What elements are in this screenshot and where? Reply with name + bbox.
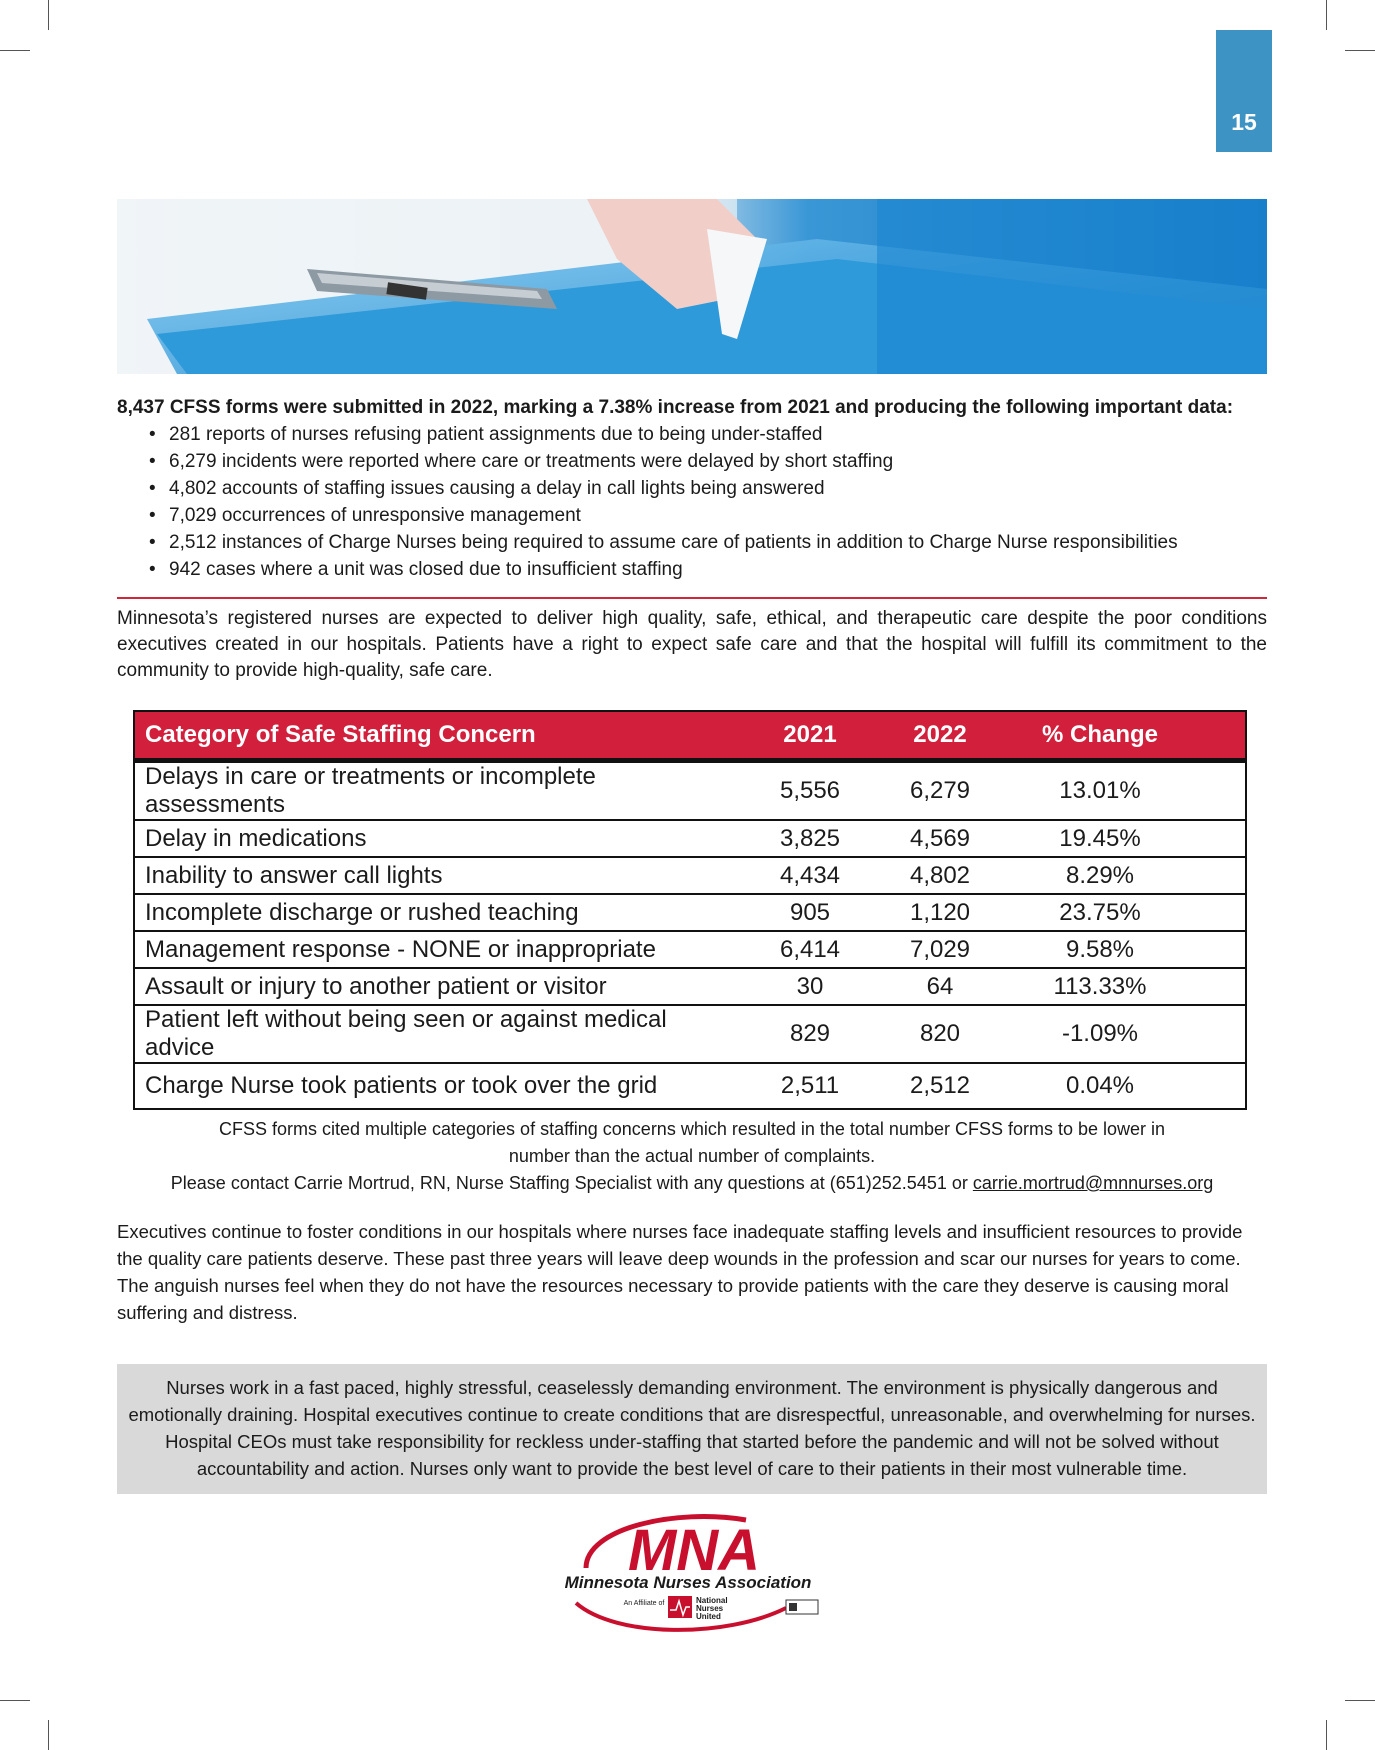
summary-lead: 8,437 CFSS forms were submitted in 2022, marking a 7.38% increase from 2021 and producing the following important data: (117, 397, 1234, 418)
list-item: • 6,279 incidents were reported where care or treatments were delayed by short staffing (169, 448, 1267, 475)
table-row (134, 857, 1246, 894)
header-category: Category of Safe Staffing Concern (134, 711, 745, 761)
row-2022: 64 (875, 968, 1005, 1005)
list-item: • 942 cases where a unit was closed due to insufficient staffing (169, 556, 1267, 583)
table-row (134, 931, 1246, 968)
clipboard-illustration (117, 199, 1267, 374)
logo-affiliate: An Affiliate of (623, 1600, 665, 1607)
row-2022: 2,512 (909, 1072, 971, 1099)
crop-mark (0, 1700, 30, 1701)
crop-mark (48, 0, 49, 30)
table-row (134, 894, 1246, 931)
page-number: 15 (1231, 109, 1257, 135)
row-change: -1.09% (1005, 1005, 1195, 1063)
crop-mark (1345, 1700, 1375, 1701)
row-2021: 30 (745, 968, 875, 1005)
row-category: Delays in care or treatments or incomplete assessments (134, 761, 745, 821)
row-2022: 7,029 (875, 931, 1005, 968)
crop-mark (1326, 1720, 1327, 1750)
table-row (134, 1063, 1246, 1109)
row-2022: 4,569 (875, 820, 1005, 857)
note-line: CFSS forms cited multiple categories of staffing concerns which resulted in the total number CFSS forms to be lower in (218, 1119, 1166, 1139)
table-notes (117, 1116, 1267, 1197)
hero-photo (117, 199, 1267, 374)
row-change: 9.58% (1005, 931, 1195, 968)
row-change: 8.29% (1005, 857, 1195, 894)
contact-text: Please contact Carrie Mortrud, RN, Nurse Staffing Specialist with any questions at (651)252.5451 or (170, 1173, 973, 1193)
table-row (134, 820, 1246, 857)
row-2021: 6,414 (745, 931, 875, 968)
row-2021: 5,556 (745, 761, 875, 821)
row-category: Inability to answer call lights (134, 857, 745, 894)
row-change: 113.33% (1005, 968, 1195, 1005)
table-row (134, 968, 1246, 1005)
contact-line (117, 1170, 1267, 1197)
crop-mark (48, 1720, 49, 1750)
row-category: Delay in medications (134, 820, 745, 857)
row-change: 13.01% (1005, 761, 1195, 821)
header-change: % Change (1005, 711, 1195, 761)
note-line: number than the actual number of complaints. (508, 1146, 876, 1166)
list-item: • 281 reports of nurses refusing patient assignments due to being under-staffed (169, 421, 1267, 448)
row-category: Assault or injury to another patient or visitor (134, 968, 745, 1005)
crop-mark (1345, 50, 1375, 51)
header-2022: 2022 (875, 711, 1005, 761)
row-2022: 1,120 (875, 894, 1005, 931)
table-row (134, 1005, 1246, 1063)
row-2021: 829 (745, 1005, 875, 1063)
callout-box: Nurses work in a fast paced, highly stressful, ceaselessly demanding environment. The environment is physically dangerous and emotionally draining. Hospital executives continue to create conditions that are disrespectful, unreasonable, and overwhelming for nurses. Hospital CEOs must take responsibility for reckless under-staffing that started before the pandemic and will not be solved without accountability and action. Nurses only want to provide the best level of care to their patients in their most vulnerable time. (117, 1364, 1267, 1494)
summary-bullets (117, 421, 1267, 583)
intro-paragraph: Minnesota’s registered nurses are expected to deliver high quality, safe, ethical, and therapeutic care despite the poor conditions executives created in our hospitals. Patients have a right to expect safe care and that the hospital will fulfill its commitment to the community to provide high-quality, safe care. (117, 608, 1267, 681)
divider (117, 597, 1267, 599)
row-2021: 2,511 (780, 1072, 840, 1099)
staffing-concern-table (133, 710, 1247, 1110)
list-item: • 4,802 accounts of staffing issues causing a delay in call lights being answered (169, 475, 1267, 502)
row-category: Incomplete discharge or rushed teaching (134, 894, 745, 931)
header-2021: 2021 (745, 711, 875, 761)
mna-logo-graphic (556, 1508, 831, 1638)
logo-name: Minnesota Nurses Association (564, 1573, 812, 1592)
row-2022: 820 (875, 1005, 1005, 1063)
table-row (134, 761, 1246, 821)
executives-paragraph: Executives continue to foster conditions in our hospitals where nurses face inadequate staffing levels and insufficient resources to provide the quality care patients deserve. These past three years will leave deep wounds in the profession and scar our nurses for years to come. The anguish nurses feel when they do not have the resources necessary to provide patients with the care they deserve is causing moral suffering and distress. (117, 1221, 1243, 1323)
list-item: • 2,512 instances of Charge Nurses being required to assume care of patients in addition to Charge Nurse responsibilities (169, 529, 1267, 556)
logo-partner-1: National (696, 1596, 728, 1605)
logo-partner-2: Nurses (696, 1604, 724, 1613)
row-2022: 6,279 (875, 761, 1005, 821)
crop-mark (1326, 0, 1327, 30)
row-change: 0.04% (1065, 1072, 1135, 1099)
row-category: Charge Nurse took patients or took over the grid (145, 1072, 658, 1099)
row-category: Management response - NONE or inappropriate (134, 931, 745, 968)
header-spacer (1195, 711, 1246, 761)
logo-acronym: MNA (627, 1518, 761, 1583)
cfss-summary (117, 394, 1267, 583)
page-number-tab (1216, 30, 1272, 152)
union-bug-icon (789, 1603, 797, 1611)
row-category: Patient left without being seen or against medical advice (134, 1005, 745, 1063)
list-item: • 7,029 occurrences of unresponsive management (169, 502, 1267, 529)
row-2021: 905 (745, 894, 875, 931)
table-header-row (134, 711, 1246, 761)
row-2021: 4,434 (745, 857, 875, 894)
logo-partner-3: United (696, 1612, 721, 1621)
row-2022: 4,802 (875, 857, 1005, 894)
mna-logo (556, 1508, 831, 1638)
row-change: 23.75% (1005, 894, 1195, 931)
row-change: 19.45% (1005, 820, 1195, 857)
row-2021: 3,825 (745, 820, 875, 857)
crop-mark (0, 50, 30, 51)
contact-email-link[interactable]: carrie.mortrud@mnnurses.org (972, 1173, 1214, 1193)
